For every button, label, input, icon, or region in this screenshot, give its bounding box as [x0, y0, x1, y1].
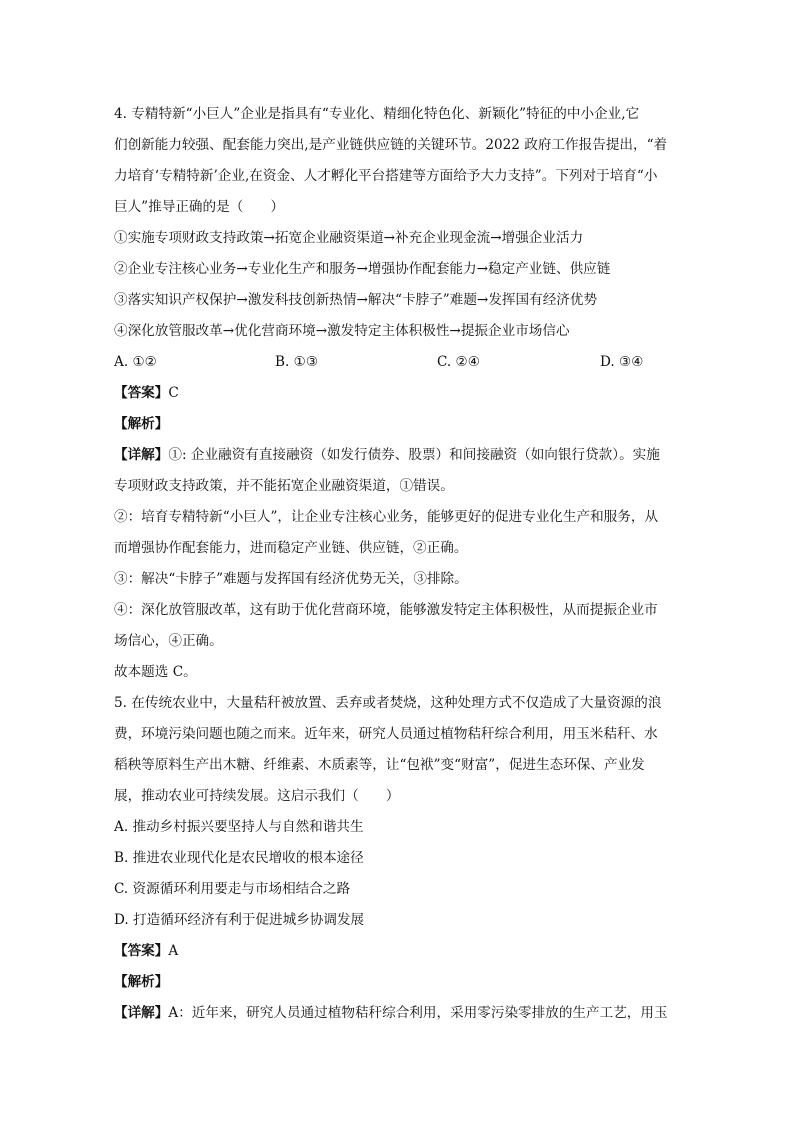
q5-option-b: B. 推进农业现代化是农民增收的根本途径 [114, 850, 364, 866]
q4-conclusion: 故本题选 C。 [114, 664, 197, 680]
q4-analysis-label: 【解析】 [114, 416, 169, 432]
detail-label: 【详解】 [114, 447, 169, 463]
answer-value: C [168, 385, 179, 401]
q4-detail-line: 而增强协作配套能力，进而稳定产业链、供应链，②正确。 [114, 540, 468, 556]
q5-option-c: C. 资源循环利用要走与市场相结合之路 [114, 881, 351, 897]
q5-option-d: D. 打造循环经济有利于促进城乡协调发展 [114, 912, 365, 928]
q4-option-a: A. ①② [114, 354, 157, 370]
detail-label: 【详解】 [114, 1005, 169, 1021]
q4-detail-line: 专项财政支持政策，并不能拓宽企业融资渠道，①错误。 [114, 478, 454, 494]
q4-item: ④深化放管服改革→优化营商环境→激发特定主体积极性→提振企业市场信心 [114, 323, 570, 339]
q5-stem-line: 费，环境污染问题也随之而来。近年来，研究人员通过植物秸秆综合利用，用玉米秸秆、水 [114, 726, 658, 742]
q4-stem-line: 4. 专精特新“小巨人”企业是指具有“专业化、精细化特色化、新颖化”特征的中小企业,它 [114, 106, 640, 122]
q5-answer [114, 941, 684, 961]
q4-option-b: B. ①③ [275, 354, 319, 370]
answer-label: 【答案】 [114, 943, 169, 959]
q4-detail-line: ③：解决“卡脖子”难题与发挥国有经济优势无关，③排除。 [114, 571, 468, 587]
answer-label: 【答案】 [114, 385, 169, 401]
q4-detail-line: ④：深化放管服改革，这有助于优化营商环境，能够激发特定主体积极性，从而提振企业市 [114, 602, 658, 618]
q4-stem-line: 们创新能力较强、配套能力突出,是产业链供应链的关键环节。2022 政府工作报告提出，“着 [114, 137, 668, 153]
q4-detail-line: ②：培育专精特新“小巨人”，让企业专注核心业务，能够更好的促进专业化生产和服务，从 [114, 509, 659, 525]
q4-detail-line [114, 445, 684, 465]
detail-text: A：近年来，研究人员通过植物秸秆综合利用，采用零污染零排放的生产工艺，用玉 [168, 1005, 668, 1021]
q4-stem-line: 巨人”推导正确的是（ ） [114, 199, 285, 215]
q5-option-a: A. 推动乡村振兴要坚持人与自然和谐共生 [114, 819, 364, 835]
q5-stem-line: 稻秧等原料生产出木糖、纤维素、木质素等，让“包袱”变“财富”，促进生态环保、产业发 [114, 757, 645, 773]
q4-detail-line: 场信心，④正确。 [114, 633, 223, 649]
q5-analysis-label: 【解析】 [114, 974, 169, 990]
q5-detail-line [114, 1003, 684, 1023]
q4-options [114, 352, 684, 372]
q5-stem-line: 展，推动农业可持续发展。这启示我们（ ） [114, 788, 400, 804]
q4-option-c: C. ②④ [437, 354, 480, 370]
answer-value: A [168, 943, 179, 959]
q5-stem-line: 5. 在传统农业中，大量秸秆被放置、丢弃或者焚烧，这种处理方式不仅造成了大量资源的浪 [114, 695, 662, 711]
q4-item: ③落实知识产权保护→激发科技创新热情→解决“卡脖子”难题→发挥国有经济优势 [114, 292, 598, 308]
detail-text: ①: 企业融资有直接融资（如发行债券、股票）和间接融资（如向银行贷款）。实施 [168, 447, 660, 463]
q4-stem-line: 力培育‘专精特新’企业,在资金、人才孵化平台搭建等方面给予大力支持”。下列对于培育“小 [114, 168, 658, 184]
q4-option-d: D. ③④ [600, 354, 644, 370]
q4-answer [114, 383, 684, 403]
q4-item: ②企业专注核心业务→专业化生产和服务→增强协作配套能力→稳定产业链、供应链 [114, 261, 611, 277]
q4-item: ①实施专项财政支持政策→拓宽企业融资渠道→补充企业现金流→增强企业活力 [114, 230, 584, 246]
